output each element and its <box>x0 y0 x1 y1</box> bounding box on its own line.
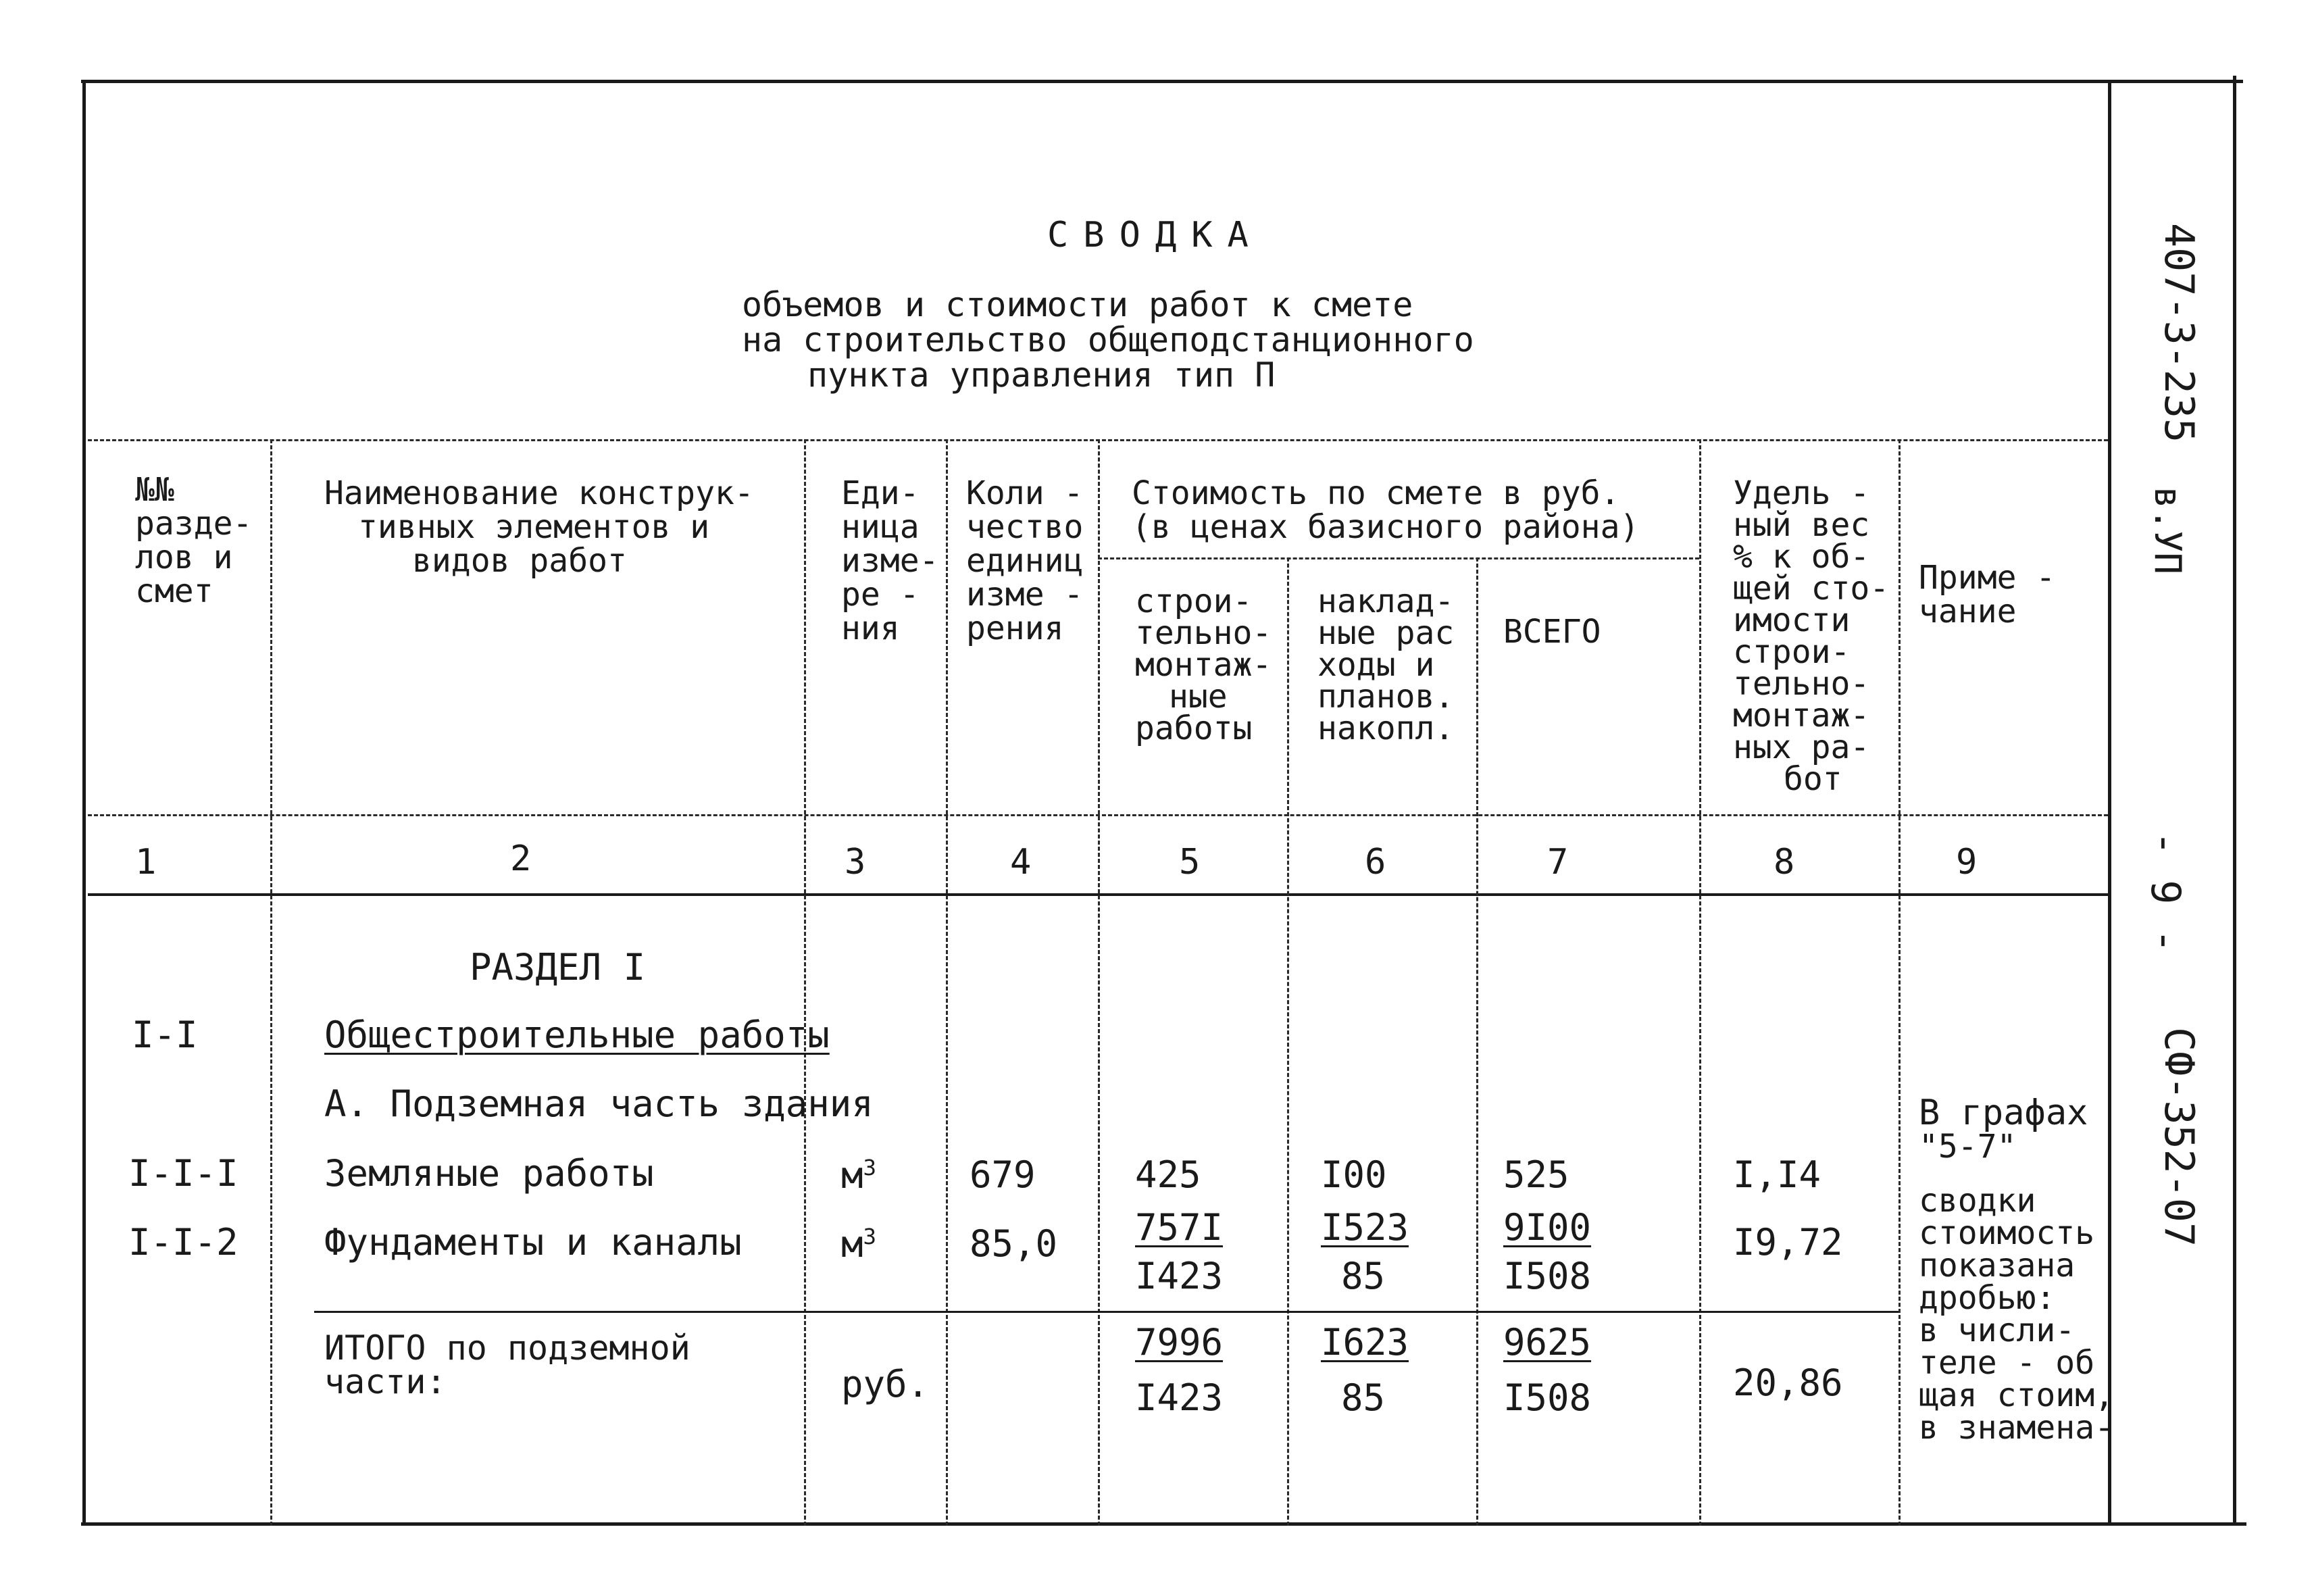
header-col-7: ВСЕГО <box>1503 613 1601 651</box>
document-title: СВОДКА <box>1047 215 1263 255</box>
cost-group-line <box>1098 557 1699 559</box>
side-code: 407-3-235 <box>2155 223 2203 443</box>
col-line-3 <box>946 439 948 1526</box>
frame-left <box>82 80 86 1526</box>
section-subheading: А. Подземная часть здания <box>324 1082 874 1125</box>
side-volume: в.УП <box>2146 487 2189 575</box>
frame-bottom <box>81 1522 2246 1526</box>
col-line-2 <box>804 439 806 1526</box>
col-line-1 <box>270 439 272 1526</box>
col-line-6 <box>1476 557 1478 1526</box>
frame-inner-right <box>2108 80 2111 1526</box>
section-code: I-I <box>132 1014 198 1056</box>
side-page: - 9 - <box>2142 831 2189 953</box>
col-line-7 <box>1699 439 1701 1526</box>
section-heading: РАЗДЕЛ I <box>470 946 646 989</box>
section-name: Общестроительные работы <box>324 1014 830 1056</box>
col-line-4 <box>1098 439 1100 1526</box>
frame-right <box>2233 76 2236 1526</box>
subtitle-line-2: на строительство общеподстанционного <box>742 320 1474 359</box>
side-sheet: СФ-352-07 <box>2155 1027 2203 1247</box>
col-line-5 <box>1287 557 1289 1526</box>
frame-top <box>81 80 2243 83</box>
total-separator <box>314 1311 1898 1313</box>
subtitle-line-3: пункта управления тип П <box>807 355 1276 395</box>
col-line-8 <box>1898 439 1901 1526</box>
subtitle-line-1: объемов и стоимости работ к смете <box>742 285 1413 324</box>
